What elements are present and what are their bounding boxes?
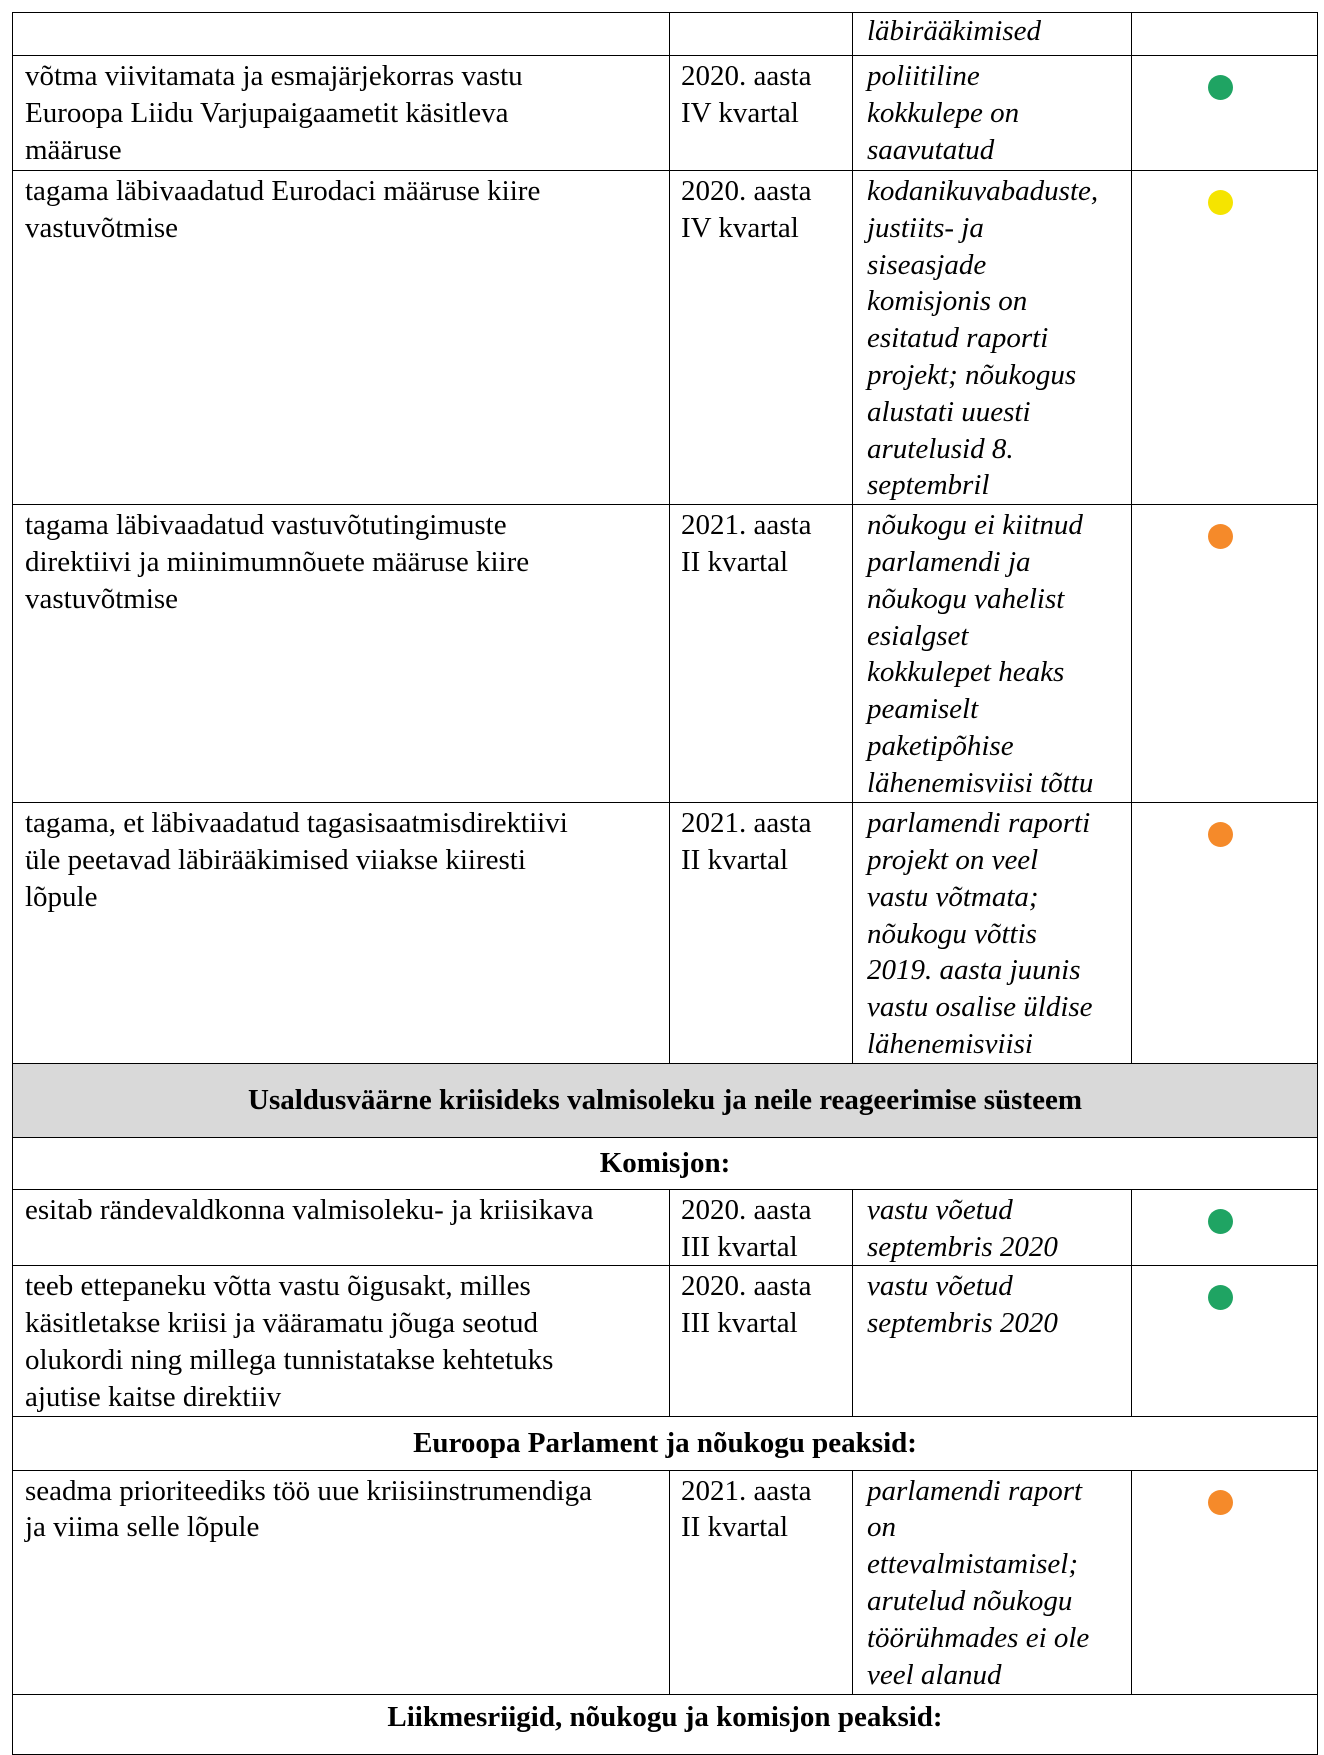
action-cell: esitab rändevaldkonna valmisoleku- ja kriisikava [13, 1189, 670, 1266]
table-row [13, 1189, 1318, 1266]
action-cell: tagama, et läbivaadatud tagasisaatmisdirektiivi üle peetavad läbirääkimised viiakse kiiresti lõpule [13, 803, 670, 1064]
document-page [12, 12, 1324, 1755]
action-cell: tagama läbivaadatud Eurodaci määruse kiire vastuvõtmise [13, 171, 670, 505]
status-cell: vastu võetud septembris 2020 [853, 1266, 1132, 1416]
status-cell: nõukogu ei kiitnud parlamendi ja nõukogu vahelist esialgset kokkulepet heaks peamiselt paketipõhise lähenemisviisi tõttu [853, 505, 1132, 803]
action-cell [13, 13, 670, 56]
indicator-cell [1132, 803, 1318, 1064]
actor-header-row [13, 1137, 1318, 1189]
status-dot-icon [1208, 524, 1233, 549]
indicator-cell [1132, 505, 1318, 803]
status-cell: läbirääkimised [853, 13, 1132, 56]
action-cell: võtma viivitamata ja esmajärjekorras vastu Euroopa Liidu Varjupaigaametit käsitleva määruse [13, 56, 670, 171]
deadline-cell [670, 13, 853, 56]
status-dot-icon [1208, 1285, 1233, 1310]
deadline-cell: 2020. aasta IV kvartal [670, 56, 853, 171]
deadline-cell: 2020. aasta IV kvartal [670, 171, 853, 505]
status-cell: poliitiline kokkulepe on saavutatud [853, 56, 1132, 171]
deadline-cell: 2020. aasta III kvartal [670, 1266, 853, 1416]
status-dot-icon [1208, 190, 1233, 215]
table-row [13, 803, 1318, 1064]
deadline-cell: 2021. aasta II kvartal [670, 505, 853, 803]
indicator-cell [1132, 1470, 1318, 1694]
action-cell: tagama läbivaadatud vastuvõtutingimuste direktiivi ja miinimumnõuete määruse kiire vastuvõtmise [13, 505, 670, 803]
section-title: Usaldusväärne kriisideks valmisoleku ja neile reageerimise süsteem [13, 1063, 1318, 1137]
table-row [13, 1266, 1318, 1416]
action-cell: seadma prioriteediks töö uue kriisiinstrumendiga ja viima selle lõpule [13, 1470, 670, 1694]
table-row [13, 171, 1318, 505]
deadline-cell: 2020. aasta III kvartal [670, 1189, 853, 1266]
deadline-cell: 2021. aasta II kvartal [670, 1470, 853, 1694]
status-cell: parlamendi raporti projekt on veel vastu võtmata; nõukogu võttis 2019. aasta juunis vastu osalise üldise lähenemisviisi [853, 803, 1132, 1064]
actor-header-row [13, 1694, 1318, 1754]
indicator-cell [1132, 1189, 1318, 1266]
indicator-cell [1132, 171, 1318, 505]
actor-heading: Komisjon: [13, 1137, 1318, 1189]
action-cell: teeb ettepaneku võtta vastu õigusakt, milles käsitletakse kriisi ja vääramatu jõuga seotud olukordi ning millega tunnistatakse kehtetuks ajutise kaitse direktiiv [13, 1266, 670, 1416]
actor-header-row [13, 1416, 1318, 1470]
status-cell: kodanikuvabaduste, justiits- ja siseasjade komisjonis on esitatud raporti projekt; nõukogus alustati uuesti arutelusid 8. septembril [853, 171, 1132, 505]
status-cell: vastu võetud septembris 2020 [853, 1189, 1132, 1266]
status-dot-icon [1208, 822, 1233, 847]
status-cell: parlamendi raport on ettevalmistamisel; arutelud nõukogu töörühmades ei ole veel alanud [853, 1470, 1132, 1694]
status-dot-icon [1208, 1490, 1233, 1515]
actor-heading: Euroopa Parlament ja nõukogu peaksid: [13, 1416, 1318, 1470]
section-header-row [13, 1063, 1318, 1137]
action-status-table [12, 12, 1318, 1755]
table-row [13, 13, 1318, 56]
deadline-cell: 2021. aasta II kvartal [670, 803, 853, 1064]
status-dot-icon [1208, 1209, 1233, 1234]
actor-heading: Liikmesriigid, nõukogu ja komisjon peaksid: [13, 1694, 1318, 1754]
table-row [13, 505, 1318, 803]
table-row [13, 56, 1318, 171]
status-dot-icon [1208, 75, 1233, 100]
indicator-cell [1132, 1266, 1318, 1416]
indicator-cell [1132, 56, 1318, 171]
indicator-cell [1132, 13, 1318, 56]
table-row [13, 1470, 1318, 1694]
